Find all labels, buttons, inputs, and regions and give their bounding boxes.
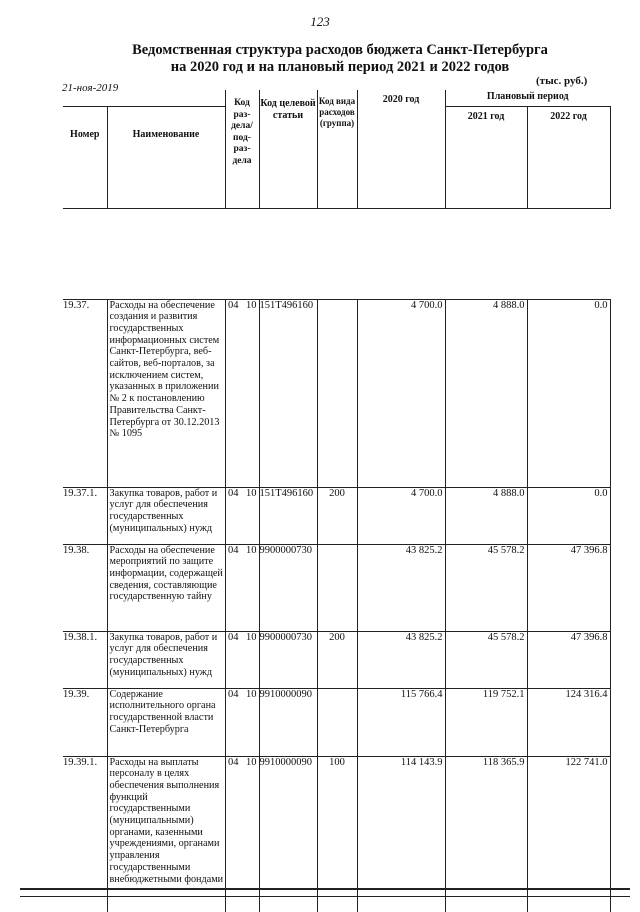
row-type: 200: [317, 631, 357, 688]
row-2021: 45 578.2: [445, 544, 527, 631]
row-type: 100: [317, 756, 357, 912]
row-target: 151Т496160: [259, 299, 317, 487]
row-name: Расходы на выплаты персоналу в целях обеспечения выполнения функций государственными (муниципальными) органами, казенными учреждениями, органами управления государственными внебюджетными фондами: [107, 756, 225, 912]
document-title-line1: Ведомственная структура расходов бюджета Санкт-Петербурга: [132, 42, 548, 58]
row-number: 19.39.1.: [63, 756, 107, 912]
row-section: 04: [225, 688, 241, 756]
row-2020: 115 766.4: [357, 688, 445, 756]
row-name: Расходы на обеспечение мероприятий по защите информации, содержащей сведения, составляющие государственную тайну: [107, 544, 225, 631]
row-2022: 122 741.0: [527, 756, 610, 912]
row-2021: 119 752.1: [445, 688, 527, 756]
row-2020: 43 825.2: [357, 544, 445, 631]
table-row: [63, 299, 610, 487]
row-type: [317, 544, 357, 631]
header-expense-code: Код вида расходов (группа): [317, 90, 357, 208]
budget-table: [63, 90, 611, 912]
row-target: 9900000730: [259, 631, 317, 688]
row-2020: 114 143.9: [357, 756, 445, 912]
table-row: [63, 487, 610, 544]
header-section-code: Код раз-дела/ под-раз-дела: [225, 90, 259, 208]
header-2021: 2021 год: [445, 106, 527, 208]
row-target: 9900000730: [259, 544, 317, 631]
header-name: Наименование: [107, 106, 225, 208]
row-number: 19.37.1.: [63, 487, 107, 544]
header-2020: 2020 год: [357, 90, 445, 208]
row-2022: 0.0: [527, 487, 610, 544]
row-2022: 47 396.8: [527, 544, 610, 631]
row-number: 19.37.: [63, 299, 107, 487]
footer-rule: [20, 888, 630, 890]
row-subsection: 10: [241, 631, 259, 688]
row-number: 19.39.: [63, 688, 107, 756]
row-name: Содержание исполнительного органа государственной власти Санкт-Петербурга: [107, 688, 225, 756]
row-target: 9910000090: [259, 756, 317, 912]
page-number: 123: [310, 14, 330, 29]
row-2022: 47 396.8: [527, 631, 610, 688]
units-label: (тыс. руб.): [536, 75, 588, 87]
row-2021: 45 578.2: [445, 631, 527, 688]
table-row: [63, 544, 610, 631]
document-title-line2: на 2020 год и на плановый период 2021 и 2022 годов: [170, 59, 510, 75]
header-number: Номер: [63, 106, 107, 208]
row-type: [317, 688, 357, 756]
row-section: 04: [225, 299, 241, 487]
header-planned-period: Плановый период: [445, 90, 610, 106]
row-number: 19.38.: [63, 544, 107, 631]
row-section: 04: [225, 631, 241, 688]
row-2021: 118 365.9: [445, 756, 527, 912]
row-name: Расходы на обеспечение создания и развития государственных информационных систем Санкт-Петербурга, веб-сайтов, веб-порталов, за исключением систем, указанных в приложении № 2 к постановлению Правительства Санкт-Петербурга от 30.12.2013 № 1095: [107, 299, 225, 487]
row-name: Закупка товаров, работ и услуг для обеспечения государственных (муниципальных) нужд: [107, 631, 225, 688]
row-subsection: 10: [241, 688, 259, 756]
table-row: [63, 688, 610, 756]
row-target: 151Т496160: [259, 487, 317, 544]
row-subsection: 10: [241, 544, 259, 631]
table-row: [63, 631, 610, 688]
row-subsection: 10: [241, 487, 259, 544]
footer-rule-thin: [20, 896, 630, 897]
row-target: 9910000090: [259, 688, 317, 756]
row-section: 04: [225, 756, 241, 912]
row-name: Закупка товаров, работ и услуг для обеспечения государственных (муниципальных) нужд: [107, 487, 225, 544]
row-section: 04: [225, 487, 241, 544]
row-subsection: 10: [241, 756, 259, 912]
row-type: 200: [317, 487, 357, 544]
header-target-code: Код целевой статьи: [259, 90, 317, 208]
header-2022: 2022 год: [527, 106, 610, 208]
row-2021: 4 888.0: [445, 299, 527, 487]
row-2022: 124 316.4: [527, 688, 610, 756]
row-number: 19.38.1.: [63, 631, 107, 688]
row-2020: 4 700.0: [357, 487, 445, 544]
row-2021: 4 888.0: [445, 487, 527, 544]
row-2022: 0.0: [527, 299, 610, 487]
row-subsection: 10: [241, 299, 259, 487]
row-2020: 4 700.0: [357, 299, 445, 487]
row-2020: 43 825.2: [357, 631, 445, 688]
document-date: 21-ноя-2019: [62, 82, 119, 94]
row-section: 04: [225, 544, 241, 631]
row-type: [317, 299, 357, 487]
